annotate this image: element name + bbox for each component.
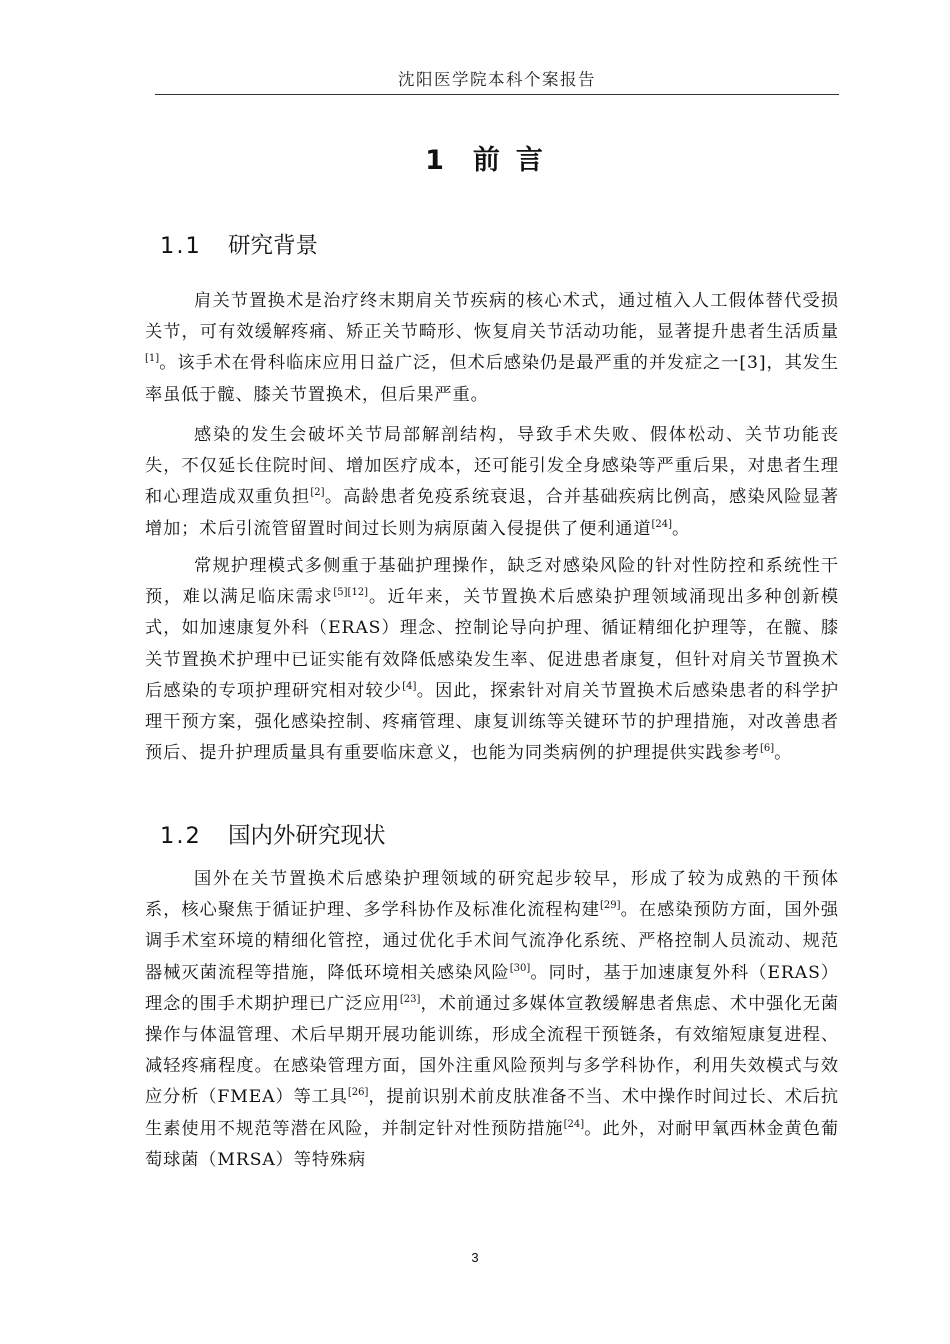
- paragraph-text: 。近年来，关节置换术后感染护理领域涌现出多种创新模式，如加速康复外科（ERAS）理念、控制论导向护理、循证精细化护理等，在髋、膝关节置换术护理中已证实能有效降低感染发生率、促进患者康复，但针对肩关节置换术后感染的专项护理研究相对较少: [145, 587, 839, 701]
- paragraph-text: 。在感染预防方面，国外强调手术室环境的精细化管控，通过优化手术间气流净化系统、严格控制人员流动、规范器械灭菌流程等措施，降低环境相关感染风险: [145, 900, 839, 983]
- paragraph-4: [145, 864, 839, 1176]
- citation: [29]: [600, 900, 621, 912]
- citation: [24]: [651, 518, 672, 530]
- section-title-text: 国内外研究现状: [228, 823, 386, 849]
- page-number: 3: [471, 1250, 479, 1265]
- running-header: 沈阳医学院本科个案报告: [398, 70, 596, 89]
- header-rule: [155, 94, 839, 95]
- section-number: 1.1: [160, 233, 202, 259]
- citation: [5][12]: [333, 587, 369, 599]
- chapter-title: [145, 138, 839, 177]
- paragraph-text: 。: [671, 518, 691, 539]
- paragraph-1: [145, 286, 839, 411]
- paragraph-text: 。高龄患者免疫系统衰退，合并基础疾病比例高，感染风险显著增加；术后引流管留置时间过长则为病原菌入侵提供了便利通道: [145, 487, 840, 539]
- chapter-number: 1: [425, 145, 447, 176]
- citation: [1]: [145, 353, 160, 365]
- section-number: 1.2: [160, 823, 202, 849]
- citation: [30]: [509, 962, 531, 974]
- paragraph-text: 。因此，探索针对肩关节置换术后感染患者的科学护理干预方案，强化感染控制、疼痛管理、康复训练等关键环节的护理措施，对改善患者预后、提升护理质量具有重要临床意义，也能为同类病例的护理提供实践参考: [145, 680, 839, 764]
- paragraph-text: 。同时，基于加速康复外科（ERAS）理念的围手术期护理已广泛应用: [145, 962, 839, 1014]
- section-title-text: 研究背景: [228, 233, 319, 259]
- section-heading-1-2: [160, 818, 386, 850]
- citation: [23]: [399, 993, 421, 1005]
- paragraph-text: 。此外，对耐甲氧西林金黄色葡萄球菌（MRSA）等特殊病: [145, 1118, 839, 1170]
- citation: [26]: [347, 1087, 369, 1099]
- paragraph-3: [145, 551, 839, 769]
- citation: [2]: [310, 487, 325, 499]
- paragraph-text: 常规护理模式多侧重于基础护理操作，缺乏对感染风险的针对性防控和系统性干预，难以满足临床需求: [145, 556, 839, 608]
- paragraph-text: 国外在关节置换术后感染护理领域的研究起步较早，形成了较为成熟的干预体系，核心聚焦于循证护理、多学科协作及标准化流程构建: [145, 869, 839, 921]
- paragraph-text: 。: [774, 743, 793, 764]
- section-heading-1-1: [160, 228, 318, 260]
- paragraph-2: [145, 420, 839, 545]
- chapter-heading: 前言: [472, 145, 559, 176]
- paragraph-text: 肩关节置换术是治疗终末期肩关节疾病的核心术式，通过植入人工假体替代受损关节，可有效缓解疼痛、矫正关节畸形、恢复肩关节活动功能，显著提升患者生活质量: [145, 291, 839, 343]
- paragraph-text: 。该手术在骨科临床应用日益广泛，但术后感染仍是最严重的并发症之一[3]，其发生率虽低于髋、膝关节置换术，但后果严重。: [145, 353, 839, 405]
- citation: [6]: [759, 743, 775, 755]
- paragraph-text: 感染的发生会破坏关节局部解剖结构，导致手术失败、假体松动、关节功能丧失，不仅延长住院时间、增加医疗成本，还可能引发全身感染等严重后果，对患者生理和心理造成双重负担: [145, 425, 839, 508]
- paragraph-text: ，术前通过多媒体宣教缓解患者焦虑、术中强化无菌操作与体温管理、术后早期开展功能训练，形成全流程干预链条，有效缩短康复进程、减轻疼痛程度。在感染管理方面，国外注重风险预判与多学科协作，利用失效模式与效应分析（FMEA）等工具: [145, 993, 839, 1108]
- paragraph-text: ，提前识别术前皮肤准备不当、术中操作时间过长、术后抗生素使用不规范等潜在风险，并制定针对性预防措施: [145, 1087, 839, 1139]
- citation: [24]: [563, 1118, 585, 1130]
- citation: [4]: [402, 680, 417, 692]
